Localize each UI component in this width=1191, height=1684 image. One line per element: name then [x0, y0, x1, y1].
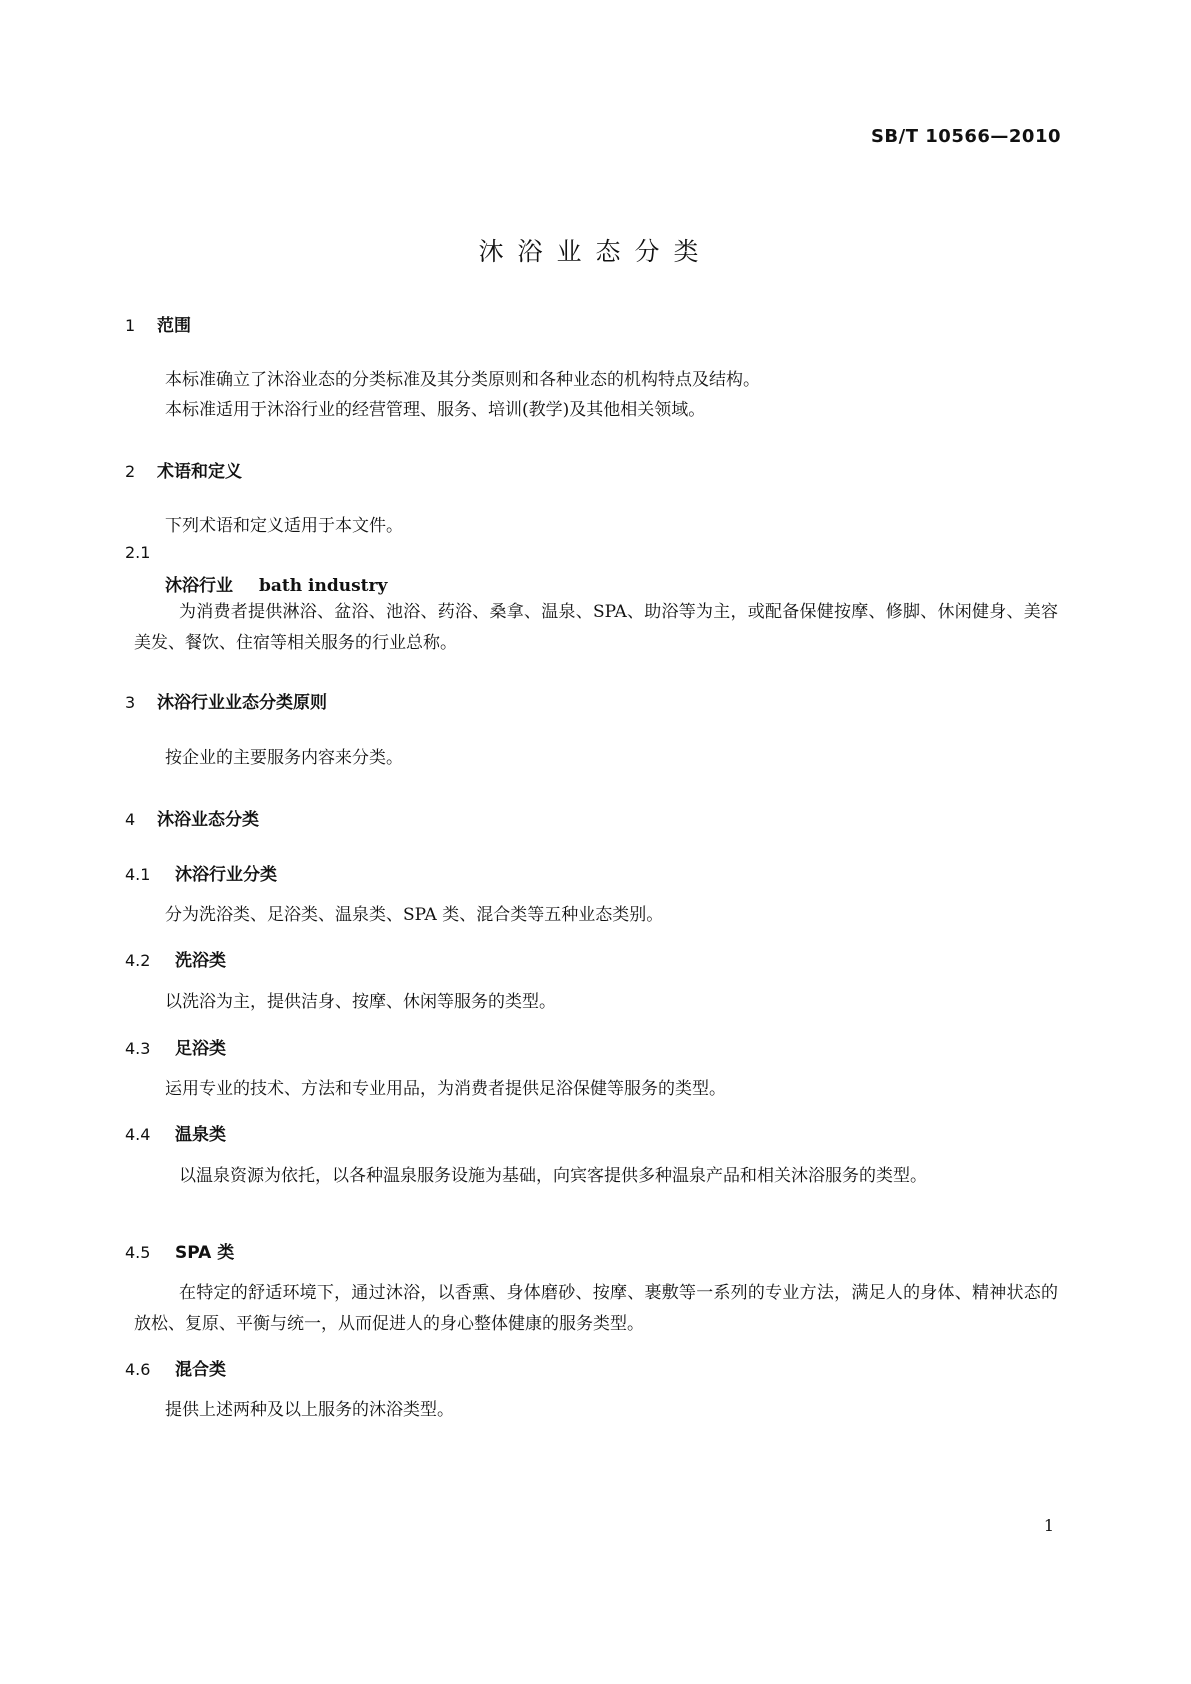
clause-4-6-heading [125, 1355, 226, 1380]
clause-number: 4.2 [125, 951, 151, 970]
section-1-paragraph-2: 本标准适用于沐浴行业的经营管理、服务、培训(教学)及其他相关领域。 [165, 400, 706, 420]
term-english: bath industry [259, 576, 388, 596]
term-entry [165, 571, 387, 596]
section-2-heading [125, 457, 242, 482]
section-number: 3 [125, 693, 136, 712]
page-number: 1 [1043, 1516, 1054, 1535]
section-title: 沐浴行业业态分类原则 [157, 693, 327, 713]
clause-number: 4.6 [125, 1360, 151, 1379]
clause-4-1-heading [125, 860, 277, 885]
term-chinese: 沐浴行业 [165, 576, 233, 596]
section-number: 2 [125, 462, 136, 481]
clause-number: 4.1 [125, 865, 151, 884]
clause-number: 4.4 [125, 1125, 151, 1144]
section-4-heading [125, 805, 259, 830]
section-3-paragraph-1: 按企业的主要服务内容来分类。 [165, 748, 403, 768]
clause-number: 4.3 [125, 1039, 151, 1058]
section-title: 沐浴业态分类 [157, 810, 259, 830]
section-number: 4 [125, 810, 136, 829]
clause-2-1-number: 2.1 [125, 543, 151, 562]
clause-4-6-paragraph: 提供上述两种及以上服务的沐浴类型。 [165, 1400, 454, 1420]
section-title: 术语和定义 [157, 462, 242, 482]
clause-4-3-paragraph: 运用专业的技术、方法和专业用品，为消费者提供足浴保健等服务的类型。 [165, 1079, 726, 1099]
standard-code: SB/T 10566—2010 [870, 126, 1061, 147]
section-number: 1 [125, 316, 136, 335]
clause-4-1-paragraph: 分为洗浴类、足浴类、温泉类、SPA 类、混合类等五种业态类别。 [165, 905, 664, 925]
section-3-heading [125, 688, 327, 713]
document-title: 沐浴业态分类 [478, 237, 713, 266]
clause-4-5-heading [125, 1238, 234, 1263]
term-definition: 为消费者提供淋浴、盆浴、池浴、药浴、桑拿、温泉、SPA、助浴等为主，或配备保健按摩、修脚、休闲健身、美容美发、餐饮、住宿等相关服务的行业总称。 [134, 602, 1058, 653]
clause-title: 足浴类 [175, 1039, 226, 1059]
clause-4-3-heading [125, 1034, 226, 1059]
section-1-paragraph-1: 本标准确立了沐浴业态的分类标准及其分类原则和各种业态的机构特点及结构。 [165, 370, 760, 390]
clause-4-4-heading [125, 1120, 226, 1145]
section-1-heading [125, 311, 191, 336]
section-2-paragraph-1: 下列术语和定义适用于本文件。 [165, 516, 403, 536]
clause-number: 4.5 [125, 1243, 151, 1262]
clause-title: 温泉类 [175, 1125, 226, 1145]
clause-4-4-paragraph: 以温泉资源为依托，以各种温泉服务设施为基础，向宾客提供多种温泉产品和相关沐浴服务的类型。 [179, 1166, 927, 1186]
clause-title: 沐浴行业分类 [175, 865, 277, 885]
clause-title: SPA 类 [175, 1243, 235, 1263]
section-title: 范围 [157, 316, 191, 336]
clause-title: 混合类 [175, 1360, 226, 1380]
clause-title: 洗浴类 [175, 951, 226, 971]
clause-4-2-heading [125, 946, 226, 971]
clause-4-2-paragraph: 以洗浴为主，提供洁身、按摩、休闲等服务的类型。 [165, 992, 556, 1012]
clause-4-5-paragraph: 在特定的舒适环境下，通过沐浴，以香熏、身体磨砂、按摩、裹敷等一系列的专业方法，满足人的身体、精神状态的放松、复原、平衡与统一，从而促进人的身心整体健康的服务类型。 [134, 1283, 1058, 1334]
